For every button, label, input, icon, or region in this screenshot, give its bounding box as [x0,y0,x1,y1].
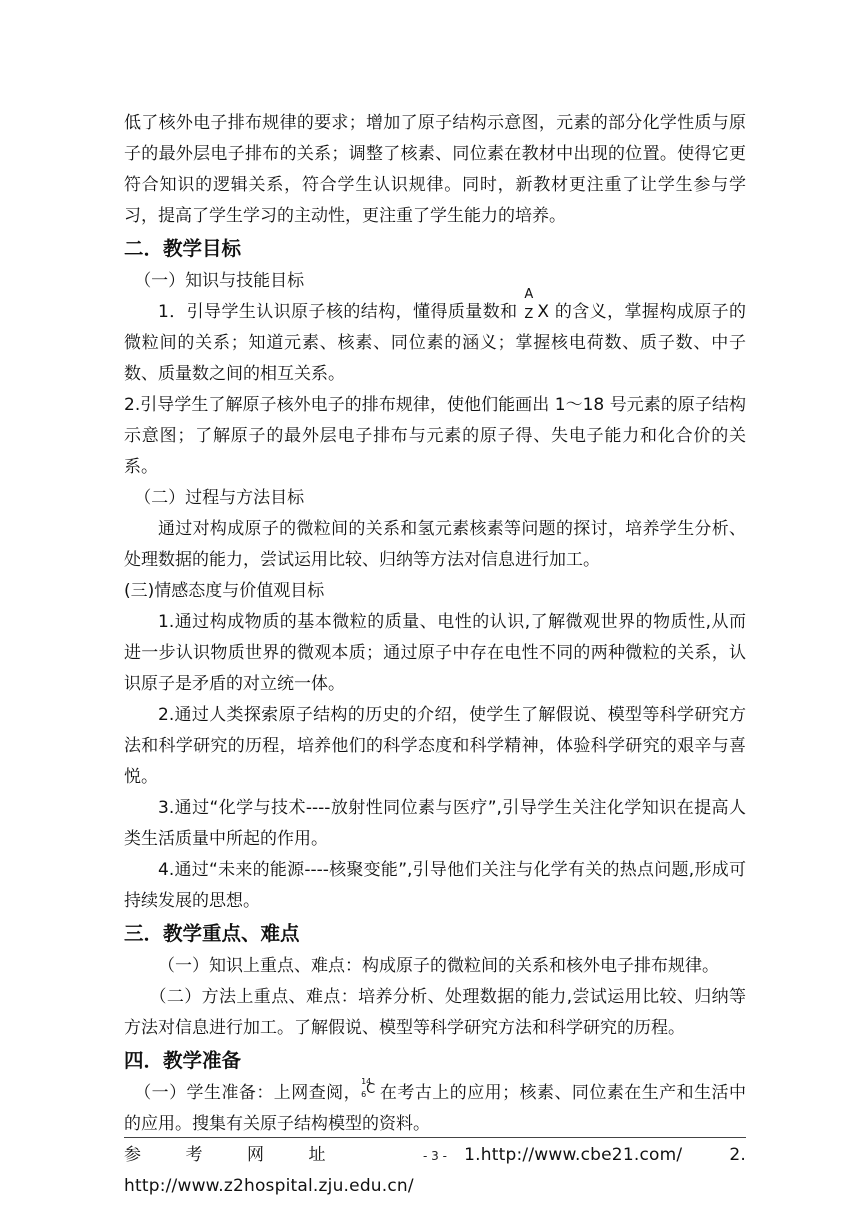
carbon-14-symbol: C [366,1082,376,1097]
section-2-heading: 二．教学目标 [124,237,242,260]
knowledge-goal-1-part-a: 1．引导学生认识原子核的结构，懂得质量数和 [158,302,524,322]
section-2-sub1-heading: （一）知识与技能目标 [134,271,305,291]
knowledge-goal-1-part-b: 的含义，掌握构成原子的微粒间的关系；知道元素、核素、同位素的涵义；掌握核电荷数、质子数、中子数、质量数之间的相互关系。 [124,302,746,384]
section-2-sub2-heading: （二）过程与方法目标 [134,488,305,508]
attitude-goal-3: 3.通过“化学与技术----放射性同位素与医疗”,引导学生关注化学知识在提高人类生活质量中所起的作用。 [124,798,746,849]
carbon-14-atomic-number: 6 [361,1090,367,1099]
reference-label: 参考网址 [124,1145,370,1165]
carbon-14-mass-number: 14 [361,1077,372,1086]
intro-paragraph: 低了核外电子排布规律的要求；增加了原子结构示意图，元素的部分化学性质与原子的最外层电子排布的关系；调整了核素、同位素在教材中出现的位置。使得它更符合知识的逻辑关系，符合学生认识规律。同时，新教材更注重了让学生参与学习，提高了学生学习的主动性，更注重了学生能力的培养。 [124,113,746,226]
isotope-mass-number: A [524,287,534,302]
knowledge-goal-2: 2.引导学生了解原子核外电子的排布规律，使他们能画出 1～18 号元素的原子结构示意图；了解原子的最外层电子排布与元素的原子得、失电子能力和化合价的关系。 [124,395,746,477]
key-points-knowledge: （一）知识上重点、难点：构成原子的微粒间的关系和核外电子排布规律。 [158,956,719,976]
student-preparation-part-b: 在考古上的应用；核素、同位素在生产和生活中的应用。搜集有关原子结构模型的资料。 [124,1083,746,1134]
knowledge-goal-1 [124,287,746,390]
isotope-notation [523,287,537,322]
carbon-14-notation [361,1077,376,1099]
process-method-goal: 通过对构成原子的微粒间的关系和氢元素核素等问题的探讨，培养学生分析、处理数据的能力，尝试运用比较、归纳等方法对信息进行加工。 [124,519,746,570]
isotope-atomic-number: Z [524,307,534,322]
attitude-goal-2: 2.通过人类探索原子结构的历史的介绍，使学生了解假说、模型等科学研究方法和科学研究的历程，培养他们的科学态度和科学精神，体验科学研究的艰辛与喜悦。 [124,705,746,787]
student-preparation [124,1078,746,1140]
footer-divider [124,1137,746,1138]
key-points-method: （二）方法上重点、难点：培养分析、处理数据的能力,尝试运用比较、归纳等方法对信息进行加工。了解假说、模型等科学研究方法和科学研究的历程。 [124,987,746,1038]
section-2-sub3-heading: (三)情感态度与价值观目标 [124,581,325,601]
section-4-heading: 四．教学准备 [124,1049,242,1072]
reference-url-list: 1.http://www.cbe21.com/ 2. http://www.z2hospital.zju.edu.cn/ [124,1145,746,1196]
attitude-goal-1: 1.通过构成物质的基本微粒的质量、电性的认识,了解微观世界的物质性,从而进一步认识物质世界的微观本质；通过原子中存在电性不同的两种微粒的关系，认识原子是矛盾的对立统一体。 [124,612,746,694]
section-3-heading: 三．教学重点、难点 [124,922,300,945]
isotope-symbol: X [537,302,550,322]
attitude-goal-4: 4.通过“未来的能源----核聚变能”,引导他们关注与化学有关的热点问题,形成可持续发展的思想。 [124,860,746,911]
page-number: - 3 - [423,1149,447,1163]
student-preparation-part-a: （一）学生准备：上网查阅， [134,1083,362,1103]
document-body [124,108,746,1202]
